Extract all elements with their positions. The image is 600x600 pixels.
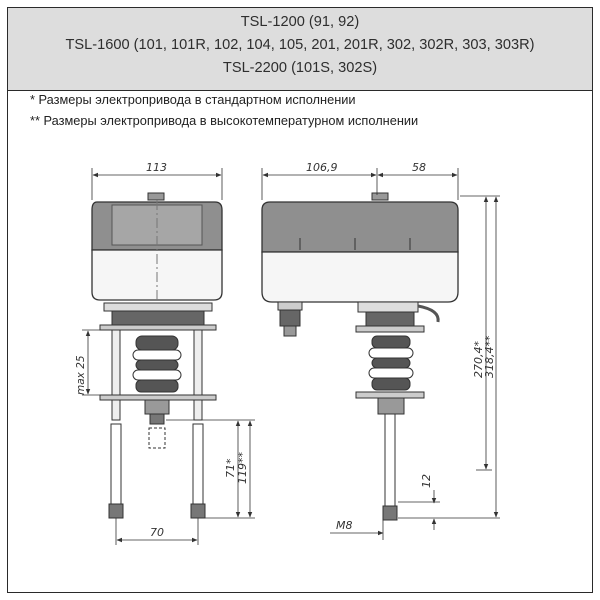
dim-height-high: 318,4** xyxy=(483,335,496,378)
note-standard: * Размеры электропривода в стандартном исполнении xyxy=(30,92,356,107)
dim-rod-length-std: 71* xyxy=(224,458,237,478)
dim-rod-length-high: 119** xyxy=(236,452,249,484)
model-line-3: TSL-2200 (101S, 302S) xyxy=(222,60,378,76)
front-view xyxy=(92,193,222,518)
dim-width-front: 113 xyxy=(146,161,167,174)
dim-thread-size: M8 xyxy=(336,519,353,532)
dim-depth-body: 106,9 xyxy=(306,161,338,174)
model-line-1: TSL-1200 (91, 92) xyxy=(240,14,360,30)
model-line-2: TSL-1600 (101, 101R, 102, 104, 105, 201, 201R, 302, 302R, 303, 303R) xyxy=(65,37,535,53)
dim-rod-spacing: 70 xyxy=(150,526,164,539)
dim-height-std: 270,4* xyxy=(472,341,485,378)
dim-thread-length: 12 xyxy=(420,474,433,488)
side-view xyxy=(262,193,458,520)
note-high-temp: ** Размеры электропривода в высокотемпературном исполнении xyxy=(30,113,419,128)
dim-stroke-max: max 25 xyxy=(75,355,87,395)
dim-depth-offset: 58 xyxy=(412,161,426,174)
